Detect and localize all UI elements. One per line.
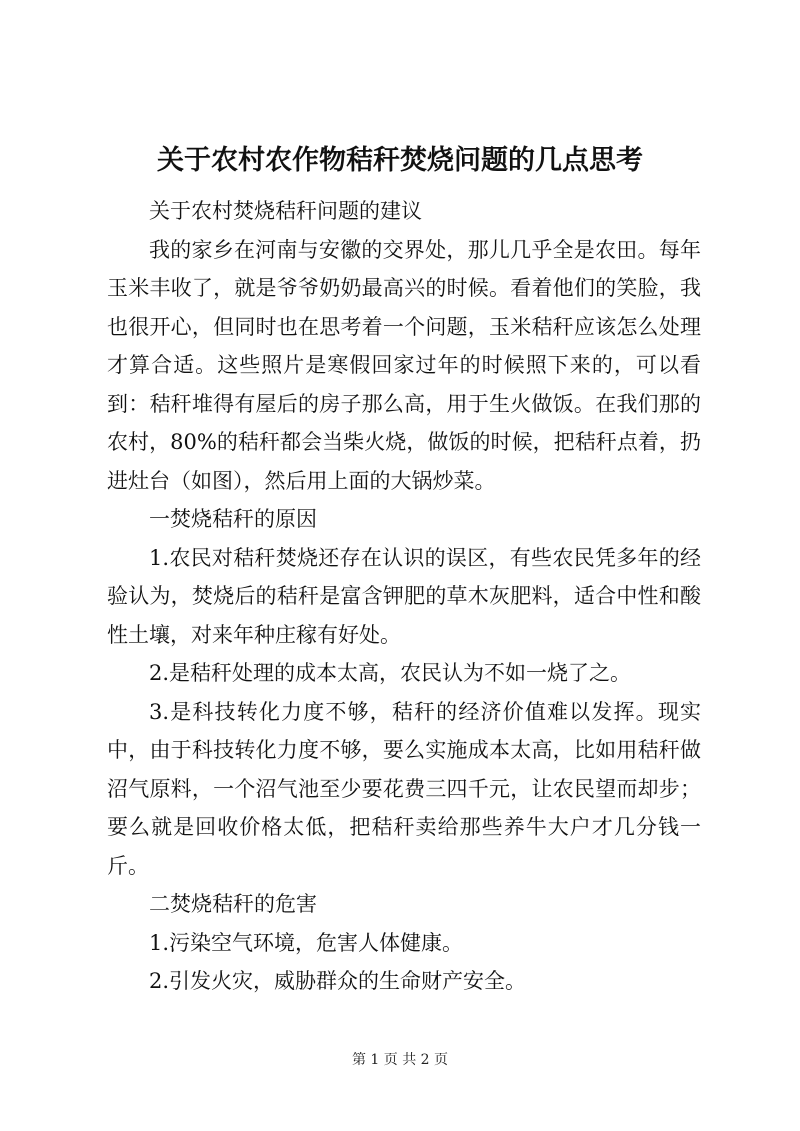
paragraph-subtitle: 关于农村焚烧秸秆问题的建议 — [149, 199, 422, 223]
paragraph-harm-2: 2.引发火灾，威胁群众的生命财产安全。 — [149, 969, 527, 993]
paragraph-cause-1: 1.农民对秸秆焚烧还存在认识的误区，有些农民凭多年的经验认为，焚烧后的秸秆是富含钾肥的草木灰肥料，适合中性和酸性土壤，对来年种庄稼有好处。 — [107, 545, 701, 647]
section-heading-causes: 一焚烧秸秆的原因 — [149, 507, 317, 531]
paragraph-intro: 我的家乡在河南与安徽的交界处，那儿几乎全是农田。每年玉米丰收了，就是爷爷奶奶最高兴的时候。看着他们的笑脸，我也很开心，但同时也在思考着一个问题，玉米秸秆应该怎么处理才算合适。这些照片是寒假回家过年的时候照下来的，可以看到：秸秆堆得有屋后的房子那么高，用于生火做饭。在我们那的农村，80%的秸秆都会当柴火烧，做饭的时候，把秸秆点着，扔进灶台（如图），然后用上面的大锅炒菜。 — [107, 237, 701, 493]
paragraph-cause-2: 2.是秸秆处理的成本太高，农民认为不如一烧了之。 — [149, 661, 632, 685]
document-body — [107, 192, 701, 1001]
paragraph-cause-3: 3.是科技转化力度不够，秸秆的经济价值难以发挥。现实中，由于科技转化力度不够，要么实施成本太高，比如用秸秆做沼气原料，一个沼气池至少要花费三四千元，让农民望而却步；要么就是回收价格太低，把秸秆卖给那些养牛大户才几分钱一斤。 — [107, 699, 701, 878]
paragraph-harm-1: 1.污染空气环境，危害人体健康。 — [149, 930, 464, 955]
document-title: 关于农村农作物秸秆焚烧问题的几点思考 — [157, 145, 643, 176]
page-number-footer: 第 1 页 共 2 页 — [351, 1052, 449, 1068]
section-heading-harms: 二焚烧秸秆的危害 — [149, 892, 317, 916]
